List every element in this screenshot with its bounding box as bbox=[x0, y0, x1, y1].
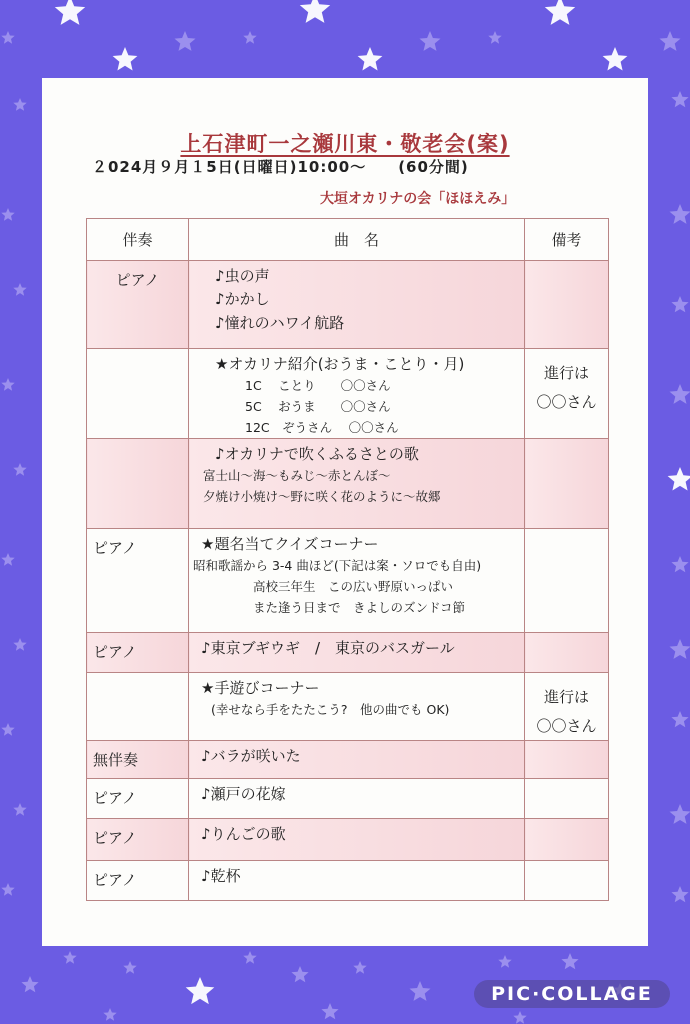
star-icon bbox=[186, 977, 215, 1004]
notes-cell bbox=[525, 819, 609, 861]
group-name: 大垣オカリナの会「ほほえみ」 bbox=[320, 191, 516, 207]
star-icon bbox=[243, 951, 256, 964]
notes-cell bbox=[525, 861, 609, 901]
song-detail: (幸せなら手をたたこう? 他の曲でも OK) bbox=[211, 702, 450, 718]
star-icon bbox=[123, 961, 136, 974]
star-icon bbox=[1, 208, 14, 221]
star-icon bbox=[243, 31, 256, 44]
star-icon bbox=[103, 1008, 116, 1021]
star-icon bbox=[13, 98, 26, 111]
star-icon bbox=[670, 384, 690, 404]
accompaniment-cell: 無伴奏 bbox=[87, 741, 189, 779]
star-icon bbox=[358, 47, 383, 71]
table-row bbox=[87, 633, 609, 673]
song-line: ★手遊びコーナー bbox=[201, 679, 320, 698]
program-table bbox=[86, 218, 609, 901]
star-icon bbox=[13, 283, 26, 296]
star-icon bbox=[671, 886, 688, 902]
star-icon bbox=[175, 31, 196, 51]
star-icon bbox=[13, 463, 26, 476]
song-cell bbox=[189, 529, 525, 633]
song-cell bbox=[189, 261, 525, 349]
star-icon bbox=[113, 47, 138, 71]
star-icon bbox=[321, 1003, 338, 1019]
star-icon bbox=[1, 883, 14, 896]
accompaniment-cell: ピアノ bbox=[87, 261, 189, 349]
notes-cell bbox=[525, 741, 609, 779]
accompaniment-cell: ピアノ bbox=[87, 861, 189, 901]
song-line: ♪虫の声 bbox=[215, 267, 270, 285]
star-icon bbox=[671, 711, 688, 727]
star-icon bbox=[668, 467, 690, 491]
song-cell bbox=[189, 861, 525, 901]
accompaniment-cell: ピアノ bbox=[87, 633, 189, 673]
song-detail: 昭和歌謡から 3-4 曲ほど(下記は案・ソロでも自由) bbox=[193, 558, 482, 574]
table-row bbox=[87, 349, 609, 439]
star-icon bbox=[63, 951, 76, 964]
accompaniment-cell bbox=[87, 439, 189, 529]
notes-cell bbox=[525, 779, 609, 819]
table-row bbox=[87, 439, 609, 529]
song-cell bbox=[189, 741, 525, 779]
star-icon bbox=[671, 556, 688, 572]
star-icon bbox=[603, 47, 628, 71]
song-line: ♪オカリナで吹くふるさとの歌 bbox=[215, 445, 419, 464]
notes-cell bbox=[525, 633, 609, 673]
star-icon bbox=[13, 803, 26, 816]
table-row bbox=[87, 261, 609, 349]
star-icon bbox=[670, 804, 690, 824]
song-line: ♪瀬戸の花嫁 bbox=[201, 785, 286, 804]
star-icon bbox=[420, 31, 441, 51]
song-cell bbox=[189, 349, 525, 439]
notes-cell bbox=[525, 529, 609, 633]
song-line: ★オカリナ紹介(おうま・ことり・月) bbox=[215, 355, 465, 373]
accompaniment-cell bbox=[87, 673, 189, 741]
title-text: 上石津町一之瀬川東・敬老会(案) bbox=[180, 132, 510, 156]
table-row bbox=[87, 819, 609, 861]
star-icon bbox=[1, 553, 14, 566]
notes-cell bbox=[525, 673, 609, 741]
star-icon bbox=[410, 981, 431, 1001]
star-icon bbox=[660, 31, 681, 51]
notes-cell bbox=[525, 439, 609, 529]
table-row bbox=[87, 529, 609, 633]
song-detail: 12C ぞうさん 〇〇さん bbox=[245, 419, 399, 435]
song-detail: また逢う日まで きよしのズンドコ節 bbox=[253, 599, 466, 615]
table-header bbox=[87, 219, 609, 261]
accompaniment-cell: ピアノ bbox=[87, 779, 189, 819]
accompaniment-cell: ピアノ bbox=[87, 529, 189, 633]
star-icon bbox=[670, 639, 690, 659]
pic-collage-watermark: PIC·COLLAGE bbox=[474, 980, 670, 1008]
song-cell bbox=[189, 779, 525, 819]
song-line: ♪乾杯 bbox=[201, 867, 241, 886]
song-line: ♪バラが咲いた bbox=[201, 747, 301, 766]
header-accompaniment: 伴奏 bbox=[87, 219, 189, 261]
star-icon bbox=[545, 0, 575, 25]
star-icon bbox=[1, 723, 14, 736]
song-detail: 5C おうま 〇〇さん bbox=[245, 398, 391, 414]
star-icon bbox=[561, 953, 578, 969]
note-line: 〇〇さん bbox=[536, 392, 597, 411]
note-line: 〇〇さん bbox=[536, 716, 597, 735]
song-cell bbox=[189, 633, 525, 673]
header-notes: 備考 bbox=[525, 219, 609, 261]
song-detail: ♪憧れのハワイ航路 bbox=[215, 313, 345, 332]
note-line: 進行は bbox=[543, 364, 589, 382]
star-icon bbox=[488, 31, 501, 44]
song-cell bbox=[189, 439, 525, 529]
table-row bbox=[87, 673, 609, 741]
star-icon bbox=[300, 0, 330, 23]
star-icon bbox=[498, 955, 511, 968]
page-title bbox=[0, 128, 690, 158]
star-icon bbox=[13, 638, 26, 651]
table-row bbox=[87, 861, 609, 901]
event-date: ２024月９月１5日(日曜日)10:00～ (60分間) bbox=[92, 158, 469, 176]
song-cell bbox=[189, 819, 525, 861]
note-line: 進行は bbox=[543, 688, 589, 707]
accompaniment-cell: ピアノ bbox=[87, 819, 189, 861]
song-line: ★題名当てクイズコーナー bbox=[201, 535, 379, 554]
song-detail: 夕焼け小焼け～野に咲く花のように～故郷 bbox=[203, 489, 441, 504]
star-icon bbox=[291, 966, 308, 982]
notes-cell bbox=[525, 349, 609, 439]
star-icon bbox=[513, 1011, 526, 1024]
star-icon bbox=[21, 976, 38, 992]
star-icon bbox=[55, 0, 85, 25]
song-detail: 高校三年生 この広い野原いっぱい bbox=[253, 579, 454, 594]
star-icon bbox=[1, 31, 14, 44]
table-row bbox=[87, 779, 609, 819]
header-song: 曲 名 bbox=[189, 219, 525, 261]
table-row bbox=[87, 741, 609, 779]
star-icon bbox=[671, 296, 688, 312]
star-icon bbox=[671, 91, 688, 107]
song-detail: 1C ことり 〇〇さん bbox=[245, 378, 391, 394]
song-line: ♪りんごの歌 bbox=[201, 825, 286, 844]
notes-cell bbox=[525, 261, 609, 349]
star-icon bbox=[1, 378, 14, 391]
song-cell bbox=[189, 673, 525, 741]
song-line: ♪東京ブギウギ / 東京のバスガール bbox=[201, 639, 455, 658]
star-icon bbox=[353, 961, 366, 974]
song-detail: ♪かかし bbox=[215, 290, 270, 309]
song-detail: 富士山～海～もみじ～赤とんぼ～ bbox=[203, 468, 391, 484]
star-icon bbox=[670, 204, 690, 224]
accompaniment-cell bbox=[87, 349, 189, 439]
